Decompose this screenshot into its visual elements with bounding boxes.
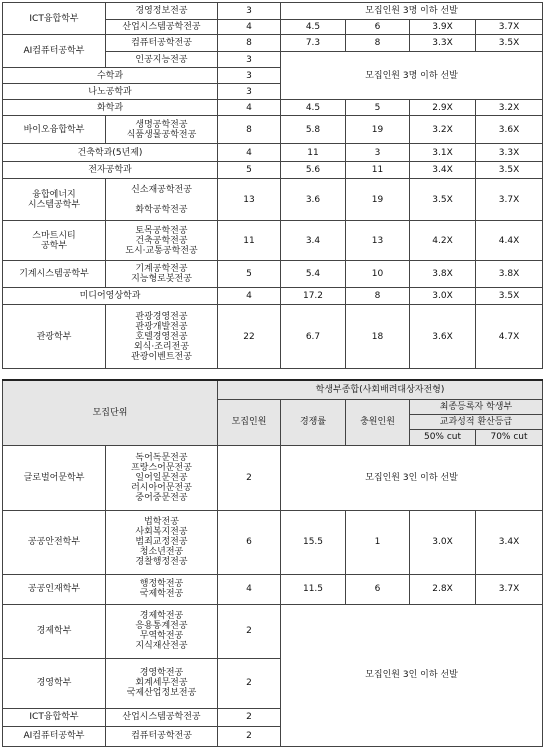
final-header-line1: 최종등록자 학생부: [410, 399, 543, 414]
cut70-cell: 4.7X: [476, 305, 543, 369]
waitlist-cell: 19: [346, 179, 410, 221]
waitlist-cell: 11: [346, 162, 410, 179]
major-cell: 경영정보전공: [106, 3, 218, 20]
college-cell: 공공안전학부: [3, 510, 106, 574]
major-cell: [106, 658, 218, 708]
quota-cell: 4: [218, 20, 281, 35]
major-name: 건축공학전공: [135, 235, 188, 246]
major-cell: [106, 116, 218, 144]
cut70-cell: 3.7X: [476, 574, 543, 604]
college-cell: AI컴퓨터공학부: [3, 35, 106, 68]
major-name: 화학공학전공: [135, 204, 188, 215]
cut50-cell: 3.2X: [410, 116, 476, 144]
college-cell: 나노공학과: [3, 84, 218, 100]
table-row: [3, 221, 543, 261]
major-name: 관광이벤트전공: [131, 351, 192, 362]
major-cell: [106, 179, 218, 221]
table-row: [3, 288, 543, 305]
college-cell: 수학과: [3, 68, 218, 84]
quota-cell: 3: [218, 68, 281, 84]
quota-cell: 5: [218, 261, 281, 288]
quota-cell: 3: [218, 3, 281, 20]
major-cell: [106, 445, 218, 510]
table-row: [3, 100, 543, 116]
quota-cell: 8: [218, 116, 281, 144]
quota-cell: 4: [218, 100, 281, 116]
cut50-header: 50% cut: [410, 429, 476, 445]
cut70-cell: 3.3X: [476, 144, 543, 162]
college-name: 스마트시티: [32, 230, 76, 241]
table-row: [3, 179, 543, 221]
cut70-cell: 3.7X: [476, 20, 543, 35]
quota-cell: 2: [218, 726, 281, 746]
cut70-cell: 3.5X: [476, 288, 543, 305]
waitlist-cell: 10: [346, 261, 410, 288]
selection-note: 모집인원 3인 이하 선발: [281, 445, 543, 510]
major-cell: 컴퓨터공학전공: [106, 35, 218, 52]
major-name: 기계공학전공: [135, 264, 188, 274]
college-cell: 글로벌어문학부: [3, 445, 106, 510]
waitlist-cell: 3: [346, 144, 410, 162]
cut70-cell: 4.4X: [476, 221, 543, 261]
major-name: 독어독문전공: [135, 452, 188, 463]
admissions-table-top: [2, 2, 543, 369]
major-name: 회계세무전공: [135, 678, 188, 688]
college-name: 융합에너지: [32, 189, 76, 200]
waitlist-cell: 8: [346, 288, 410, 305]
cut70-cell: 3.7X: [476, 179, 543, 221]
major-name: 생명공학전공: [135, 119, 188, 130]
major-name: 호텔경영전공: [135, 331, 188, 342]
quota-cell: 8: [218, 35, 281, 52]
group-header: 학생부종합(사회배려대상자전형): [218, 380, 543, 399]
college-cell: 전자공학과: [3, 162, 218, 179]
waitlist-cell: 6: [346, 574, 410, 604]
quota-cell: 11: [218, 221, 281, 261]
quota-cell: 4: [218, 288, 281, 305]
major-name: 일어일문전공: [135, 472, 188, 483]
major-name: 경영학전공: [139, 668, 184, 678]
table-row: [3, 3, 543, 20]
major-name: 지식재산전공: [135, 641, 188, 651]
table-row: [3, 574, 543, 604]
competition-cell: 5.4: [281, 261, 346, 288]
waitlist-cell: 19: [346, 116, 410, 144]
cut50-cell: 3.4X: [410, 162, 476, 179]
cut50-cell: 3.6X: [410, 305, 476, 369]
major-cell: [106, 574, 218, 604]
major-name: [108, 195, 215, 205]
college-cell: [3, 179, 106, 221]
competition-cell: 17.2: [281, 288, 346, 305]
waitlist-cell: 8: [346, 35, 410, 52]
table-row: [3, 116, 543, 144]
table-row: [3, 445, 543, 510]
competition-cell: 11.5: [281, 574, 346, 604]
quota-cell: 5: [218, 162, 281, 179]
quota-cell: 22: [218, 305, 281, 369]
major-name: 도시·교통공학전공: [125, 245, 198, 256]
major-name: 응용통계전공: [135, 621, 188, 631]
cut50-cell: 3.1X: [410, 144, 476, 162]
selection-note: 모집인원 3명 이하 선발: [281, 3, 543, 20]
quota-cell: 2: [218, 604, 281, 658]
cut50-cell: 3.8X: [410, 261, 476, 288]
major-cell: 컴퓨터공학전공: [106, 726, 218, 746]
quota-cell: 6: [218, 510, 281, 574]
college-cell: 미디어영상학과: [3, 288, 218, 305]
major-name: 지능형로봇전공: [131, 274, 192, 284]
waitlist-cell: 5: [346, 100, 410, 116]
cut50-cell: 2.8X: [410, 574, 476, 604]
waitlist-cell: 6: [346, 20, 410, 35]
cut70-cell: 3.4X: [476, 510, 543, 574]
major-name: 국제학전공: [139, 589, 184, 599]
major-name: 무역학전공: [139, 631, 184, 641]
major-name: 법학전공: [144, 517, 179, 527]
quota-cell: 2: [218, 445, 281, 510]
competition-cell: 4.5: [281, 20, 346, 35]
cut50-cell: 2.9X: [410, 100, 476, 116]
selection-note: 모집인원 3명 이하 선발: [281, 52, 543, 100]
major-cell: 산업시스템공학전공: [106, 708, 218, 726]
cut70-header: 70% cut: [476, 429, 543, 445]
major-name: 사회복지전공: [135, 527, 188, 537]
major-name: 신소재공학전공: [131, 184, 192, 195]
cut50-cell: 3.0X: [410, 288, 476, 305]
quota-cell: 2: [218, 708, 281, 726]
college-cell: 기계시스템공학부: [3, 261, 106, 288]
major-name: 프랑스어문전공: [131, 462, 192, 473]
major-name: 관광개발전공: [135, 321, 188, 332]
competition-cell: 7.3: [281, 35, 346, 52]
major-name: 중어중문전공: [135, 492, 188, 503]
table-row: [3, 144, 543, 162]
college-cell: 화학과: [3, 100, 218, 116]
cut50-cell: 3.0X: [410, 510, 476, 574]
table-row: [3, 510, 543, 574]
college-cell: ICT융합학부: [3, 708, 106, 726]
major-name: 경제학전공: [139, 611, 184, 621]
college-name: 공학부: [40, 240, 68, 251]
college-cell: 건축학과(5년제): [3, 144, 218, 162]
major-name: 경찰행정전공: [135, 557, 188, 567]
college-cell: 경영학부: [3, 658, 106, 708]
quota-cell: 3: [218, 52, 281, 68]
major-name: 범죄교정전공: [135, 537, 188, 547]
major-name: 청소년전공: [139, 547, 184, 557]
selection-note: 모집인원 3인 이하 선발: [281, 604, 543, 746]
quota-cell: 13: [218, 179, 281, 221]
waitlist-cell: 13: [346, 221, 410, 261]
college-cell: 바이오융합학부: [3, 116, 106, 144]
major-cell: 산업시스템공학전공: [106, 20, 218, 35]
competition-cell: 15.5: [281, 510, 346, 574]
major-cell: [106, 510, 218, 574]
cut70-cell: 3.6X: [476, 116, 543, 144]
competition-cell: 5.8: [281, 116, 346, 144]
competition-cell: 4.5: [281, 100, 346, 116]
waitlist-cell: 18: [346, 305, 410, 369]
major-cell: [106, 261, 218, 288]
major-name: 관광경영전공: [135, 311, 188, 322]
cut50-cell: 3.9X: [410, 20, 476, 35]
table-row: [3, 261, 543, 288]
competition-cell: 5.6: [281, 162, 346, 179]
college-cell: 공공인재학부: [3, 574, 106, 604]
major-cell: [106, 604, 218, 658]
cut70-cell: 3.2X: [476, 100, 543, 116]
competition-header: 경쟁률: [281, 399, 346, 445]
competition-cell: 3.4: [281, 221, 346, 261]
college-name: 시스템공학부: [27, 199, 81, 210]
major-name: 외식·조리전공: [133, 341, 190, 352]
major-name: 국제산업정보전공: [126, 688, 197, 698]
cut50-cell: 4.2X: [410, 221, 476, 261]
major-cell: 인공지능전공: [106, 52, 218, 68]
unit-header: 모집단위: [3, 380, 218, 445]
final-header-line2: 교과성적 환산등급: [410, 414, 543, 429]
competition-cell: 3.6: [281, 179, 346, 221]
cut50-cell: 3.5X: [410, 179, 476, 221]
table-row: [3, 604, 543, 658]
college-cell: ICT융합학부: [3, 3, 106, 35]
cut70-cell: 3.8X: [476, 261, 543, 288]
quota-cell: 2: [218, 658, 281, 708]
major-name: 행정학전공: [139, 579, 184, 589]
major-cell: [106, 305, 218, 369]
quota-cell: 3: [218, 84, 281, 100]
major-cell: [106, 221, 218, 261]
table-row: [3, 305, 543, 369]
quota-cell: 4: [218, 574, 281, 604]
table-row: [3, 162, 543, 179]
cut50-cell: 3.3X: [410, 35, 476, 52]
quota-header: 모집인원: [218, 399, 281, 445]
major-name: 토목공학전공: [135, 225, 188, 236]
quota-cell: 4: [218, 144, 281, 162]
major-name: 식품생물공학전공: [126, 129, 197, 140]
competition-cell: 6.7: [281, 305, 346, 369]
header-row: [3, 380, 543, 399]
cut70-cell: 3.5X: [476, 35, 543, 52]
college-cell: AI컴퓨터공학부: [3, 726, 106, 746]
cut70-cell: 3.5X: [476, 162, 543, 179]
major-name: 러시아어문전공: [131, 482, 192, 493]
college-cell: 경제학부: [3, 604, 106, 658]
admissions-table-bottom: [2, 379, 543, 747]
college-cell: 관광학부: [3, 305, 106, 369]
table-row: [3, 35, 543, 52]
waitlist-header: 충원인원: [346, 399, 410, 445]
waitlist-cell: 1: [346, 510, 410, 574]
college-cell: [3, 221, 106, 261]
competition-cell: 11: [281, 144, 346, 162]
